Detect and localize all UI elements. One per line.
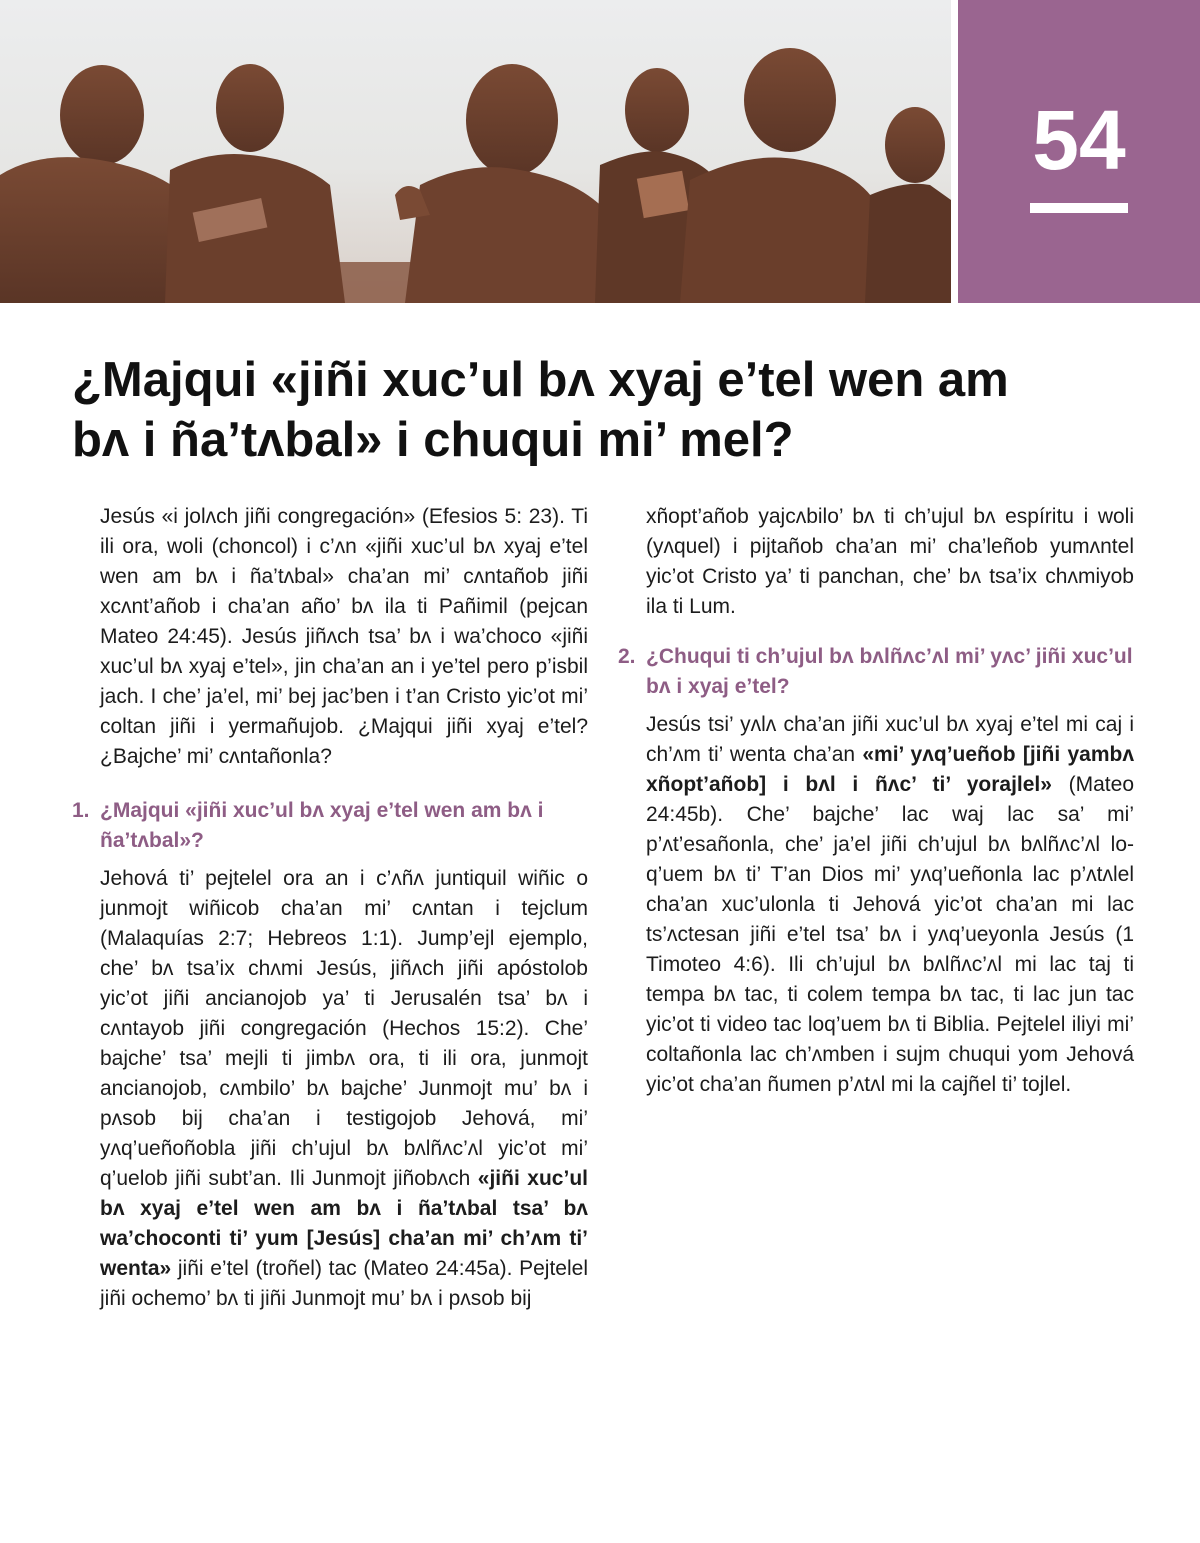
question-2-heading	[618, 642, 1134, 702]
answer-1-text-after: jiñi e’tel (troñel) tac (Mateo 24:45a). Pejtelel jiñi ochemo’ bʌ ti jiñi Junmojt mu’ bʌ i pʌsob bij	[100, 1257, 588, 1310]
answer-1-paragraph	[100, 864, 588, 1314]
banner-illustration	[0, 0, 951, 303]
lesson-number: 54	[1032, 93, 1126, 187]
answer-1-quote: «jiñi xuc’ul bʌ xyaj e’tel wen am bʌ i ña’tʌbal tsa’ bʌ wa’choconti ti’ yum [Jesús] cha’an mi’ ch’ʌm ti’ wenta»	[100, 1167, 588, 1280]
intro-paragraph: Jesús «i jolʌch jiñi congregación» (Efesios 5: 23). Ti ili ora, woli (choncol) i c’ʌn «jiñi xuc’ul bʌ xyaj e’tel wen am bʌ i ña’tʌbal» cha’an mi’ cʌntañob jiñi xcʌnt’añob i cha’an año’ bʌ ila ti Pañimil (pejcan Mateo 24:45). Jesús jiñʌch tsa’ bʌ i wa’choco «jiñi xuc’ul bʌ xyaj e’tel», jin cha’an an i ye’tel pero p’isbil jach. I che’ ja’el, mi’ bej jac’ben i t’an Cristo yic’ot mi’ coltan jiñi i yermañujob. ¿Majqui jiñi xyaj e’tel? ¿Bajche’ mi’ cʌntañonla?	[100, 505, 588, 768]
answer-1-continuation: xñopt’añob yajcʌbilo’ bʌ ti ch’ujul bʌ espíritu i woli (yʌquel) i pijtañob cha’an mi’ cha’leñob yumʌntel yic’ot Cristo ya’ ti panchan, che’ bʌ tsa’ix chʌmiyob ila ti Lum.	[646, 505, 1134, 618]
answer-2-text-before: Jesús tsi’ yʌlʌ cha’an jiñi xuc’ul bʌ xyaj e’tel mi caj i ch’ʌm ti’ wenta cha’an	[646, 713, 1134, 766]
answer-2-paragraph	[646, 710, 1134, 1100]
lesson-number-box	[958, 0, 1200, 303]
question-1-number: 1.	[72, 799, 90, 822]
answer-2-quote: «mi’ yʌq’ueñob [jiñi yambʌ xñopt’añob] i bʌl i ñʌc’ ti’ yorajlel»	[646, 743, 1134, 796]
question-2-number: 2.	[618, 645, 636, 668]
question-1-text: ¿Majqui «jiñi xuc’ul bʌ xyaj e’tel wen am bʌ i ña’tʌbal»?	[100, 799, 544, 852]
lesson-number-underline	[1030, 203, 1128, 213]
question-1-heading	[72, 796, 588, 856]
left-column	[72, 502, 588, 1314]
answer-1-text-before: Jehová ti’ pejtelel ora an i c’ʌñʌ juntiquil wiñic o junmojt wiñicob cha’an mi’ cʌntan i tejclum (Malaquías 2:7; Hebreos 1:1). Jump’ejl ejemplo, che’ bʌ tsa’ix chʌmi Jesús, jiñʌch jiñi apóstolob yic’ot jiñi ancianojob ya’ ti Jerusalén tsa’ bʌ i cʌntayob jiñi congregación (Hechos 15:2). Che’ bajche’ tsa’ mejli ti jimbʌ ora, ti ili ora, junmojt ancianojob, cʌmbilo’ bʌ bajche’ Junmojt mu’ bʌ i pʌsob bij cha’an i testigojob Jehová, mi’ yʌq’ueñoñobla jiñi ch’ujul bʌ bʌlñʌc’ʌl yic’ot mi’ q’uelob jiñi subt’an. Ili Junmojt jiñobʌch	[100, 867, 588, 1190]
meeting-silhouettes-image	[0, 0, 951, 303]
question-2-text: ¿Chuqui ti ch’ujul bʌ bʌlñʌc’ʌl mi’ yʌc’ jiñi xuc’ul bʌ i xyaj e’tel?	[646, 645, 1133, 698]
right-column	[618, 502, 1134, 1100]
page-title: ¿Majqui «jiñi xuc’ul bʌ xyaj e’tel wen am bʌ i ña’tʌbal» i chuqui mi’ mel?	[72, 353, 1009, 467]
answer-2-text-after: (Mateo 24:45b). Che’ bajche’ lac waj lac sa’ mi’ p’ʌt’esañonla, che’ ja’el jiñi ch’ujul bʌ bʌlñʌc’ʌl loq’uem bʌ ti’ T’an Dios mi’ yʌq’ueñonla lac p’ʌtʌlel cha’an xuc’ulonla ti Jehová yic’ot cha’an mi lac ts’ʌctesan jiñi e’tel tsa’ bʌ i yʌq’ueyonla Jesús (1 Timoteo 4:6). Ili ch’ujul bʌ bʌlñʌc’ʌl mi lac taj ti tempa bʌ tac, ti colem tempa bʌ tac, ti lac jun tac yic’ot ti video tac loq’uem bʌ ti Biblia. Pejtelel iliyi mi’ coltañonla lac ch’ʌmben i sujm chuqui yom Jehová yic’ot cha’an ñumen p’ʌtʌl mi la cajñel ti’ tojlel.	[646, 773, 1134, 1096]
